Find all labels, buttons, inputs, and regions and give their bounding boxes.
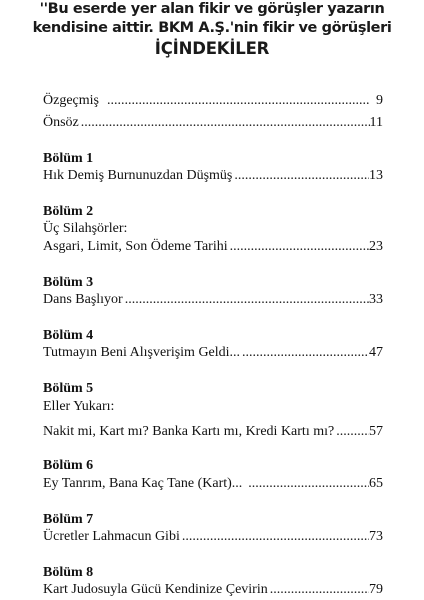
toc-entry-page: 13 <box>369 168 383 183</box>
leader-dots <box>81 115 370 131</box>
chapter-8-label: Bölüm 8 <box>43 565 94 580</box>
chapter-2-label: Bölüm 2 <box>43 204 94 219</box>
chapter-7-label: Bölüm 7 <box>43 512 94 527</box>
copyright-notice-line-1: ''Bu eserde yer alan fikir ve görüşler yazarın <box>39 1 385 17</box>
toc-entry-page: 33 <box>369 292 383 307</box>
leader-dots <box>182 529 369 545</box>
toc-title: İÇİNDEKİLER <box>154 39 270 58</box>
toc-entry-chapter-8 <box>43 582 383 598</box>
toc-entry-chapter-6 <box>43 476 383 492</box>
toc-entry-chapter-2 <box>43 239 383 255</box>
toc-entry-page: 79 <box>369 582 383 597</box>
leader-dots <box>230 239 369 255</box>
leader-dots <box>270 582 369 598</box>
leader-dots <box>336 424 369 440</box>
leader-dots <box>107 93 370 109</box>
leader-dots <box>125 292 369 308</box>
toc-entry-chapter-3 <box>43 292 383 308</box>
toc-entry-page: 23 <box>369 239 383 254</box>
chapter-5-label: Bölüm 5 <box>43 381 94 396</box>
toc-entry-title: Dans Başlıyor <box>43 292 123 307</box>
toc-entry-chapter-7 <box>43 529 383 545</box>
toc-entry-title: Kart Judosuyla Gücü Kendinize Çevirin <box>43 582 268 597</box>
toc-entry-page: 73 <box>369 529 383 544</box>
toc-entry-title: Nakit mi, Kart mı? Banka Kartı mı, Kredi Kartı mı? <box>43 424 335 439</box>
toc-entry-page: 9 <box>376 93 383 108</box>
toc-entry-page: 57 <box>369 424 383 439</box>
toc-entry-title: Hık Demiş Burnunuzdan Düşmüş <box>43 168 233 183</box>
toc-entry-title: Tutmayın Beni Alışverişim Geldi... <box>43 345 241 360</box>
leader-dots <box>248 476 369 492</box>
toc-entry-chapter-1 <box>43 168 383 184</box>
toc-entry-page: 65 <box>369 476 383 491</box>
chapter-6-label: Bölüm 6 <box>43 458 94 473</box>
copyright-notice-line-2: kendisine aittir. BKM A.Ş.'nin fikir ve görüşleri <box>32 20 392 36</box>
chapter-3-label: Bölüm 3 <box>43 275 94 290</box>
chapter-4-label: Bölüm 4 <box>43 328 94 343</box>
chapter-5-subtitle: Eller Yukarı: <box>43 399 115 414</box>
chapter-2-subtitle: Üç Silahşörler: <box>43 221 128 236</box>
toc-entry-chapter-4 <box>43 345 383 361</box>
toc-entry-onsoz <box>43 115 383 131</box>
toc-entry-title: Ey Tanrım, Bana Kaç Tane (Kart)... <box>43 476 243 491</box>
toc-entry-title: Asgari, Limit, Son Ödeme Tarihi <box>43 239 228 254</box>
toc-entry-ozgecmis <box>43 93 383 109</box>
toc-entry-page: 47 <box>369 345 383 360</box>
toc-entry-title: Önsöz <box>43 115 79 130</box>
leader-dots <box>234 168 369 184</box>
toc-entry-title: Özgeçmiş <box>43 93 99 108</box>
toc-entry-chapter-5 <box>43 424 383 440</box>
toc-entry-title: Ücretler Lahmacun Gibi <box>43 529 180 544</box>
chapter-1-label: Bölüm 1 <box>43 151 94 166</box>
toc-entry-page: 11 <box>369 115 383 130</box>
leader-dots <box>242 345 369 361</box>
